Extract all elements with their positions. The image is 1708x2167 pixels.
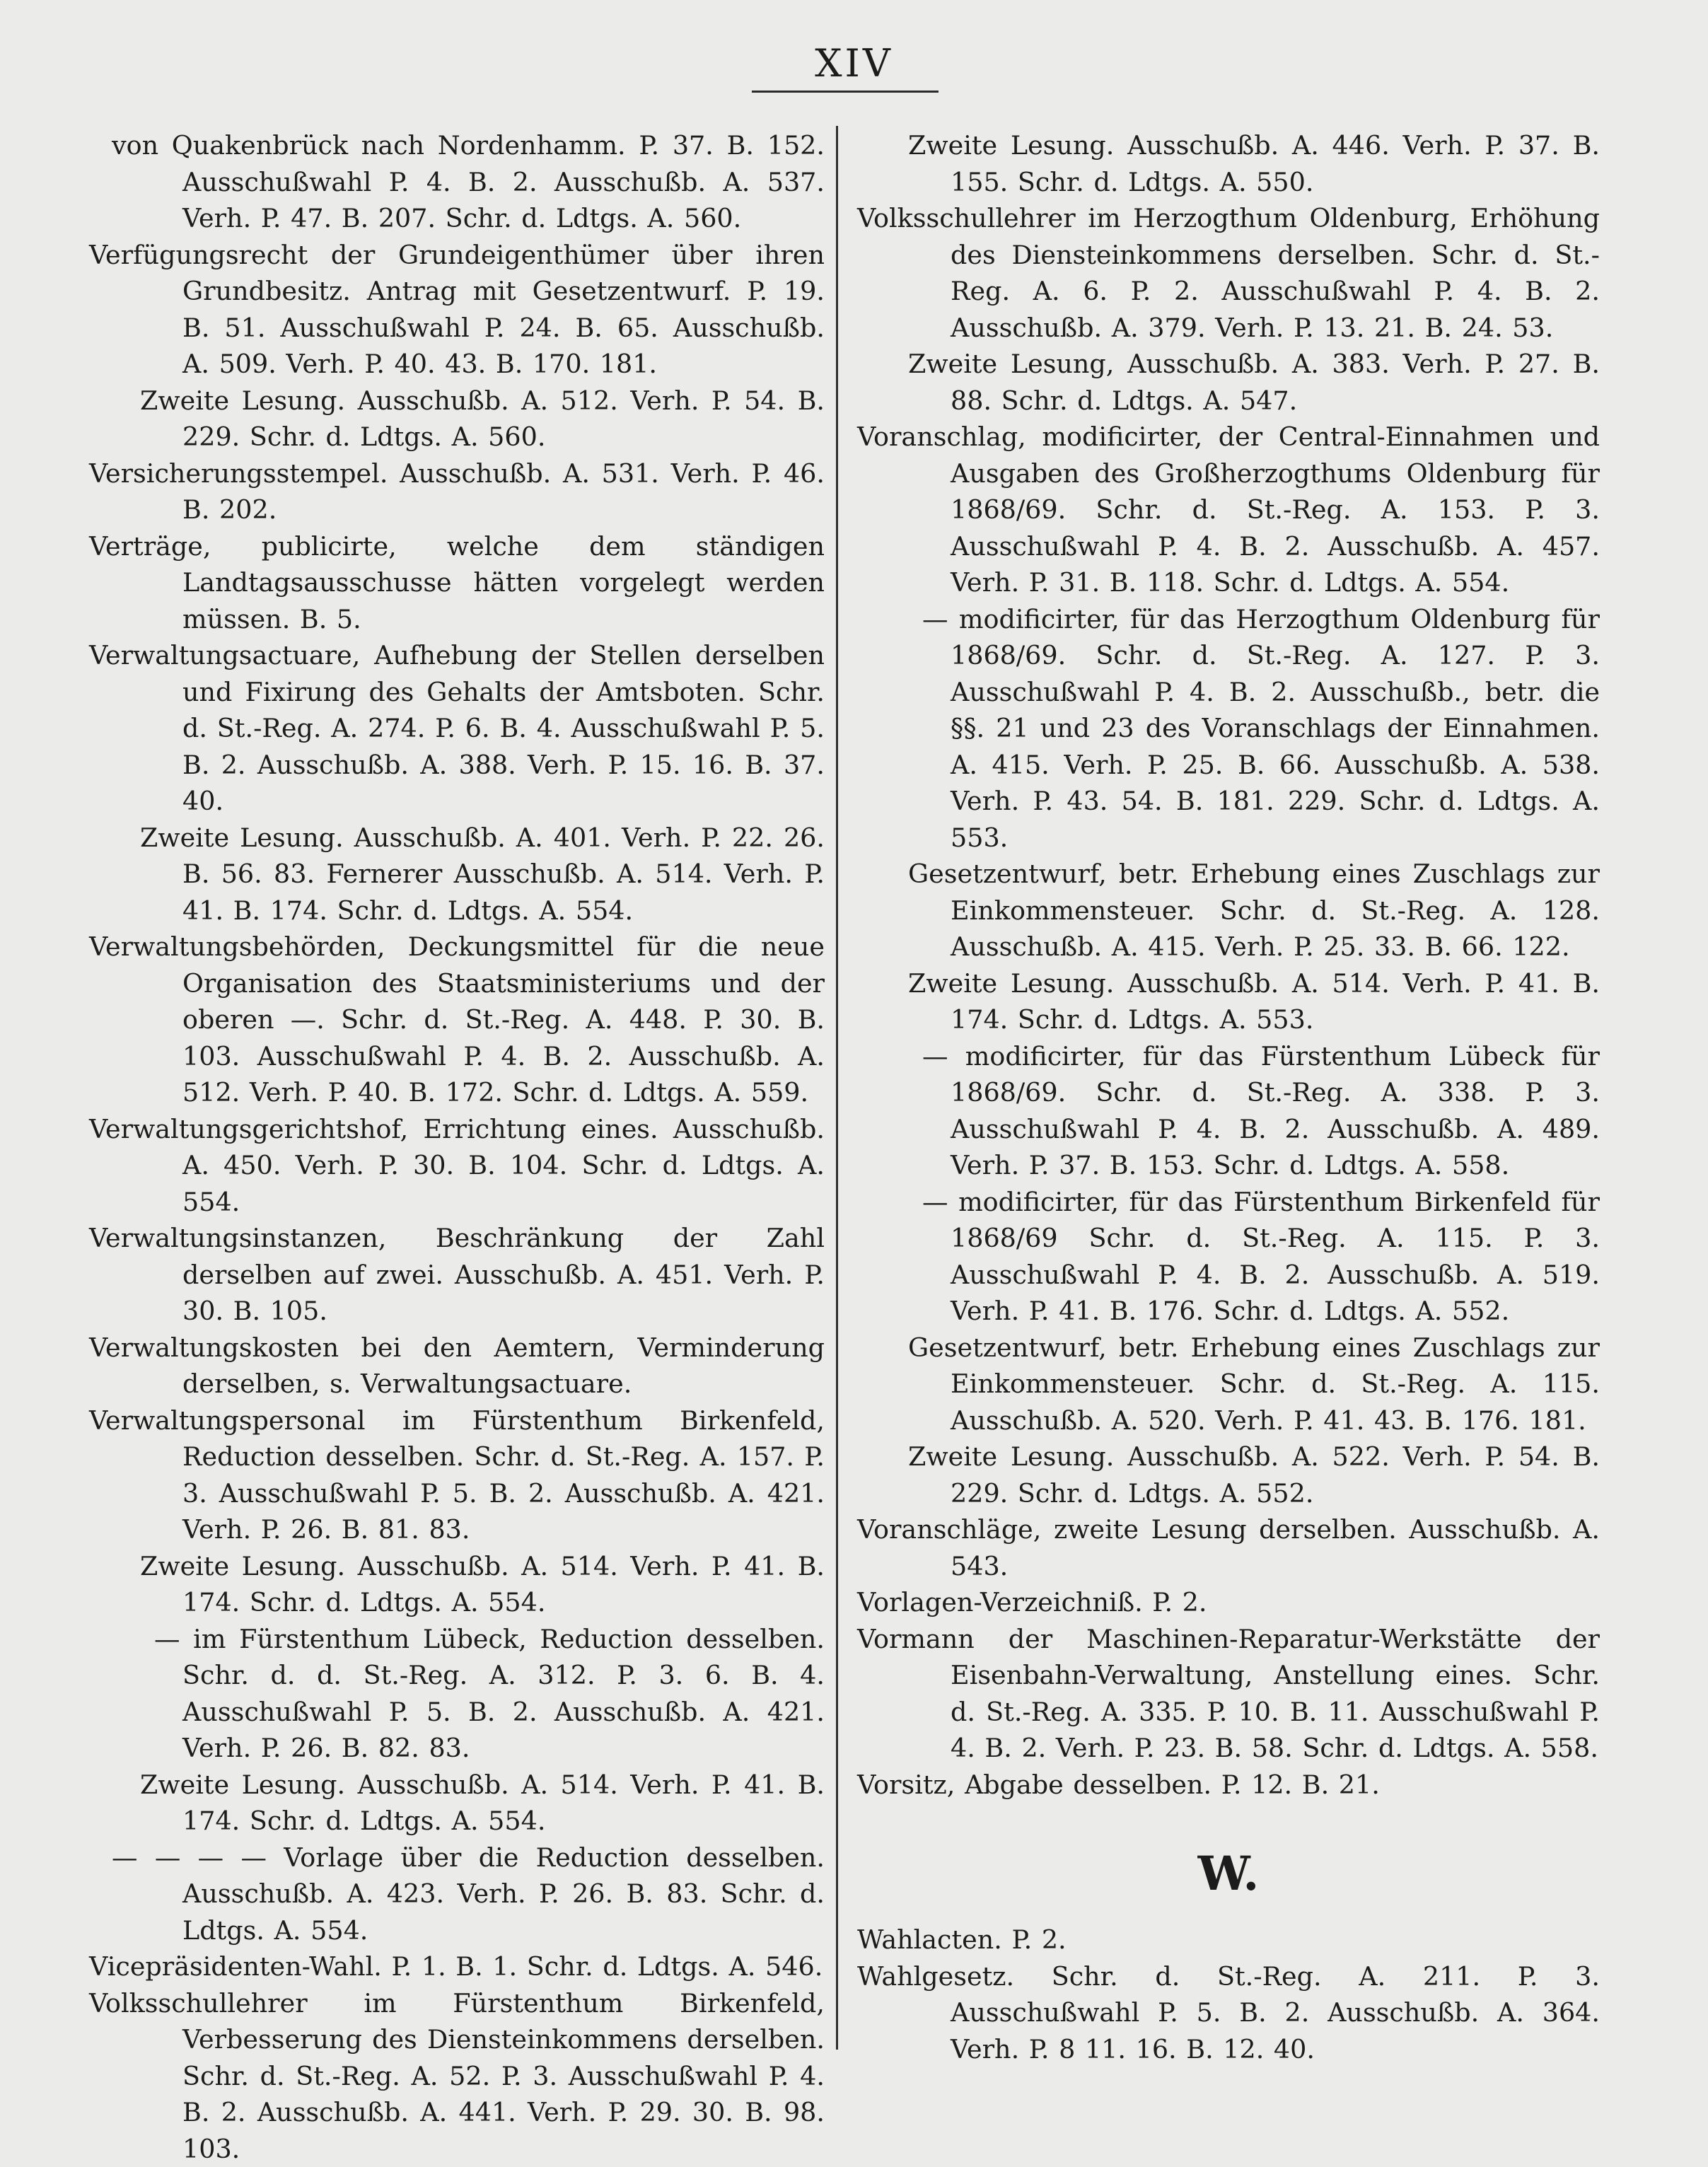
index-entry: Wahlacten. P. 2. <box>857 1922 1600 1958</box>
index-subentry: Zweite Lesung. Ausschußb. A. 401. Verh. P. 22. 26. B. 56. 83. Fernerer Ausschußb. A. 514. Verh. P. 41. B. 174. Schr. d. Ldtgs. A. 554. <box>89 820 825 929</box>
left-column <box>89 127 825 2167</box>
index-entry: Vorsitz, Abgabe desselben. P. 12. B. 21. <box>857 1767 1600 1803</box>
index-subentry: Gesetzentwurf, betr. Erhebung eines Zuschlags zur Einkommensteuer. Schr. d. St.-Reg. A. 128. Ausschußb. A. 415. Verh. P. 25. 33. B. 66. 122. <box>857 856 1600 965</box>
index-entry: Voranschlag, modificirter, der Central-Einnahmen und Ausgaben des Großherzogthums Oldenburg für 1868/69. Schr. d. St.-Reg. A. 153. P. 3. Ausschußwahl P. 4. B. 2. Ausschußb. A. 457. Verh. P. 31. B. 118. Schr. d. Ldtgs. A. 554. <box>857 419 1600 601</box>
index-subentry: — modificirter, für das Fürstenthum Birkenfeld für 1868/69 Schr. d. St.-Reg. A. 115. P. 3. Ausschußwahl P. 4. B. 2. Ausschußb. A. 519. Verh. P. 41. B. 176. Schr. d. Ldtgs. A. 552. <box>857 1184 1600 1330</box>
right-column <box>857 127 1600 2067</box>
index-entry: Verwaltungsbehörden, Deckungsmittel für die neue Organisation des Staatsministeriums und der oberen —. Schr. d. St.-Reg. A. 448. P. 30. B. 103. Ausschußwahl P. 4. B. 2. Ausschußb. A. 512. Verh. P. 40. B. 172. Schr. d. Ldtgs. A. 559. <box>89 929 825 1111</box>
index-subentry: Zweite Lesung. Ausschußb. A. 514. Verh. P. 41. B. 174. Schr. d. Ldtgs. A. 553. <box>857 965 1600 1038</box>
index-subentry: Zweite Lesung. Ausschußb. A. 522. Verh. P. 54. B. 229. Schr. d. Ldtgs. A. 552. <box>857 1439 1600 1511</box>
index-subentry: — im Fürstenthum Lübeck, Reduction desselben. Schr. d. d. St.-Reg. A. 312. P. 3. 6. B. 4. Ausschußwahl P. 5. B. 2. Ausschußb. A. 421. Verh. P. 26. B. 82. 83. <box>89 1621 825 1767</box>
index-entry: Verwaltungskosten bei den Aemtern, Verminderung derselben, s. Verwaltungsactuare. <box>89 1330 825 1402</box>
index-entry: Verwaltungsinstanzen, Beschränkung der Zahl derselben auf zwei. Ausschußb. A. 451. Verh. P. 30. B. 105. <box>89 1220 825 1330</box>
column-divider <box>836 126 838 2050</box>
index-entry: Vorlagen-Verzeichniß. P. 2. <box>857 1584 1600 1621</box>
index-subentry: — — — — Vorlage über die Reduction desselben. Ausschußb. A. 423. Verh. P. 26. B. 83. Schr. d. Ldtgs. A. 554. <box>89 1840 825 1949</box>
page-number: XIV <box>0 41 1708 86</box>
index-subentry: Zweite Lesung. Ausschußb. A. 514. Verh. P. 41. B. 174. Schr. d. Ldtgs. A. 554. <box>89 1767 825 1840</box>
index-entry: Voranschläge, zweite Lesung derselben. Ausschußb. A. 543. <box>857 1511 1600 1584</box>
index-subentry: — modificirter, für das Fürstenthum Lübeck für 1868/69. Schr. d. St.-Reg. A. 338. P. 3. Ausschußwahl P. 4. B. 2. Ausschußb. A. 489. Verh. P. 37. B. 153. Schr. d. Ldtgs. A. 558. <box>857 1038 1600 1184</box>
index-entry: Verfügungsrecht der Grundeigenthümer über ihren Grundbesitz. Antrag mit Gesetzentwurf. P. 19. B. 51. Ausschußwahl P. 24. B. 65. Ausschußb. A. 509. Verh. P. 40. 43. B. 170. 181. <box>89 237 825 383</box>
index-subentry: Zweite Lesung, Ausschußb. A. 383. Verh. P. 27. B. 88. Schr. d. Ldtgs. A. 547. <box>857 346 1600 419</box>
index-entry: Wahlgesetz. Schr. d. St.-Reg. A. 211. P. 3. Ausschußwahl P. 5. B. 2. Ausschußb. A. 364. Verh. P. 8 11. 16. B. 12. 40. <box>857 1958 1600 2068</box>
index-subentry: Zweite Lesung. Ausschußb. A. 512. Verh. P. 54. B. 229. Schr. d. Ldtgs. A. 560. <box>89 383 825 455</box>
index-entry: Vormann der Maschinen-Reparatur-Werkstätte der Eisenbahn-Verwaltung, Anstellung eines. Schr. d. St.-Reg. A. 335. P. 10. B. 11. Ausschußwahl P. 4. B. 2. Verh. P. 23. B. 58. Schr. d. Ldtgs. A. 558. <box>857 1621 1600 1767</box>
index-entry: Verwaltungsgerichtshof, Errichtung eines. Ausschußb. A. 450. Verh. P. 30. B. 104. Schr. d. Ldtgs. A. 554. <box>89 1111 825 1221</box>
section-heading-w: W. <box>857 1845 1600 1902</box>
index-subentry: — modificirter, für das Herzogthum Oldenburg für 1868/69. Schr. d. St.-Reg. A. 127. P. 3. Ausschußwahl P. 4. B. 2. Ausschußb., betr. die §§. 21 und 23 des Voranschlags der Einnahmen. A. 415. Verh. P. 25. B. 66. Ausschußb. A. 538. Verh. P. 43. 54. B. 181. 229. Schr. d. Ldtgs. A. 553. <box>857 601 1600 856</box>
header-rule <box>752 91 939 93</box>
index-entry: Vicepräsidenten-Wahl. P. 1. B. 1. Schr. d. Ldtgs. A. 546. <box>89 1948 825 1985</box>
index-entry: Volksschullehrer im Fürstenthum Birkenfeld, Verbesserung des Diensteinkommens derselben. Schr. d. St.-Reg. A. 52. P. 3. Ausschußwahl P. 4. B. 2. Ausschußb. A. 441. Verh. P. 29. 30. B. 98. 103. <box>89 1985 825 2167</box>
index-subentry: Zweite Lesung. Ausschußb. A. 446. Verh. P. 37. B. 155. Schr. d. Ldtgs. A. 550. <box>857 127 1600 200</box>
index-entry: Verwaltungsactuare, Aufhebung der Stellen derselben und Fixirung des Gehalts der Amtsboten. Schr. d. St.-Reg. A. 274. P. 6. B. 4. Ausschußwahl P. 5. B. 2. Ausschußb. A. 388. Verh. P. 15. 16. B. 37. 40. <box>89 637 825 820</box>
index-entry: Versicherungsstempel. Ausschußb. A. 531. Verh. P. 46. B. 202. <box>89 455 825 528</box>
index-entry: Verwaltungspersonal im Fürstenthum Birkenfeld, Reduction desselben. Schr. d. St.-Reg. A. 157. P. 3. Ausschußwahl P. 5. B. 2. Ausschußb. A. 421. Verh. P. 26. B. 81. 83. <box>89 1402 825 1548</box>
index-entry: Verträge, publicirte, welche dem ständigen Landtagsausschusse hätten vorgelegt werden müssen. B. 5. <box>89 528 825 638</box>
index-entry: Volksschullehrer im Herzogthum Oldenburg, Erhöhung des Diensteinkommens derselben. Schr. d. St.-Reg. A. 6. P. 2. Ausschußwahl P. 4. B. 2. Ausschußb. A. 379. Verh. P. 13. 21. B. 24. 53. <box>857 200 1600 346</box>
index-subentry: Zweite Lesung. Ausschußb. A. 514. Verh. P. 41. B. 174. Schr. d. Ldtgs. A. 554. <box>89 1548 825 1621</box>
index-entry: von Quakenbrück nach Nordenhamm. P. 37. B. 152. Ausschußwahl P. 4. B. 2. Ausschußb. A. 537. Verh. P. 47. B. 207. Schr. d. Ldtgs. A. 560. <box>89 127 825 237</box>
index-subentry: Gesetzentwurf, betr. Erhebung eines Zuschlags zur Einkommensteuer. Schr. d. St.-Reg. A. 115. Ausschußb. A. 520. Verh. P. 41. 43. B. 176. 181. <box>857 1330 1600 1439</box>
